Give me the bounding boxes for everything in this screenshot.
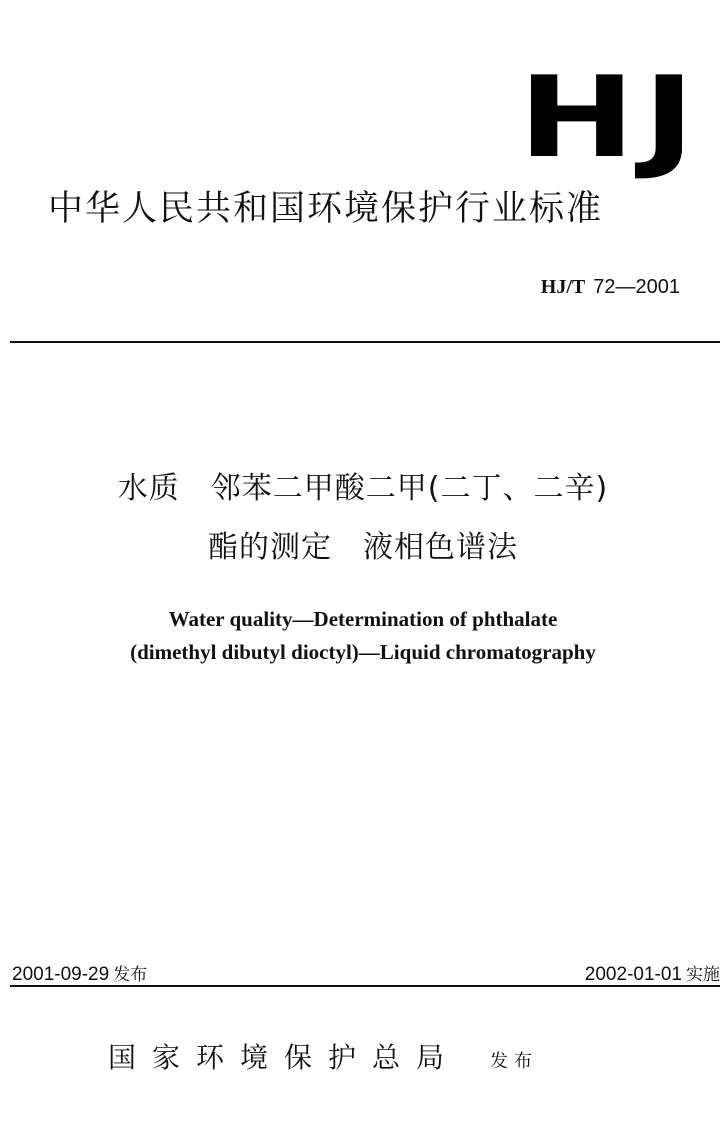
standard-prefix: HJ/T (540, 276, 586, 298)
publisher (108, 1036, 538, 1076)
publish-label: 发布 (490, 1051, 539, 1072)
bottom-divider (10, 985, 720, 987)
implement-date-value: 2002-01-01 (584, 964, 682, 985)
org-title: 中华人民共和国环境保护行业标准 (48, 189, 604, 229)
issue-date (12, 960, 147, 986)
cn-title-line2: 酯的测定 液相色谱法 (208, 530, 518, 565)
implement-date (585, 960, 720, 986)
en-title-line1: Water quality—Determination of phthalate (168, 607, 558, 631)
en-title-line2: (dimethyl dibutyl dioctyl)—Liquid chromatography (130, 640, 596, 664)
publisher-name: 国家环境保护总局 (108, 1041, 461, 1074)
implement-label: 实施 (686, 965, 720, 985)
standard-code: 72—2001 (593, 276, 680, 298)
issue-date-value: 2001-09-29 (12, 964, 110, 985)
issue-label: 发布 (113, 965, 148, 985)
cn-title-line1: 水质 邻苯二甲酸二甲(二丁、二辛) (117, 471, 609, 506)
hj-logo: HJ (517, 53, 702, 183)
top-divider (10, 341, 720, 343)
standard-number (541, 274, 680, 299)
